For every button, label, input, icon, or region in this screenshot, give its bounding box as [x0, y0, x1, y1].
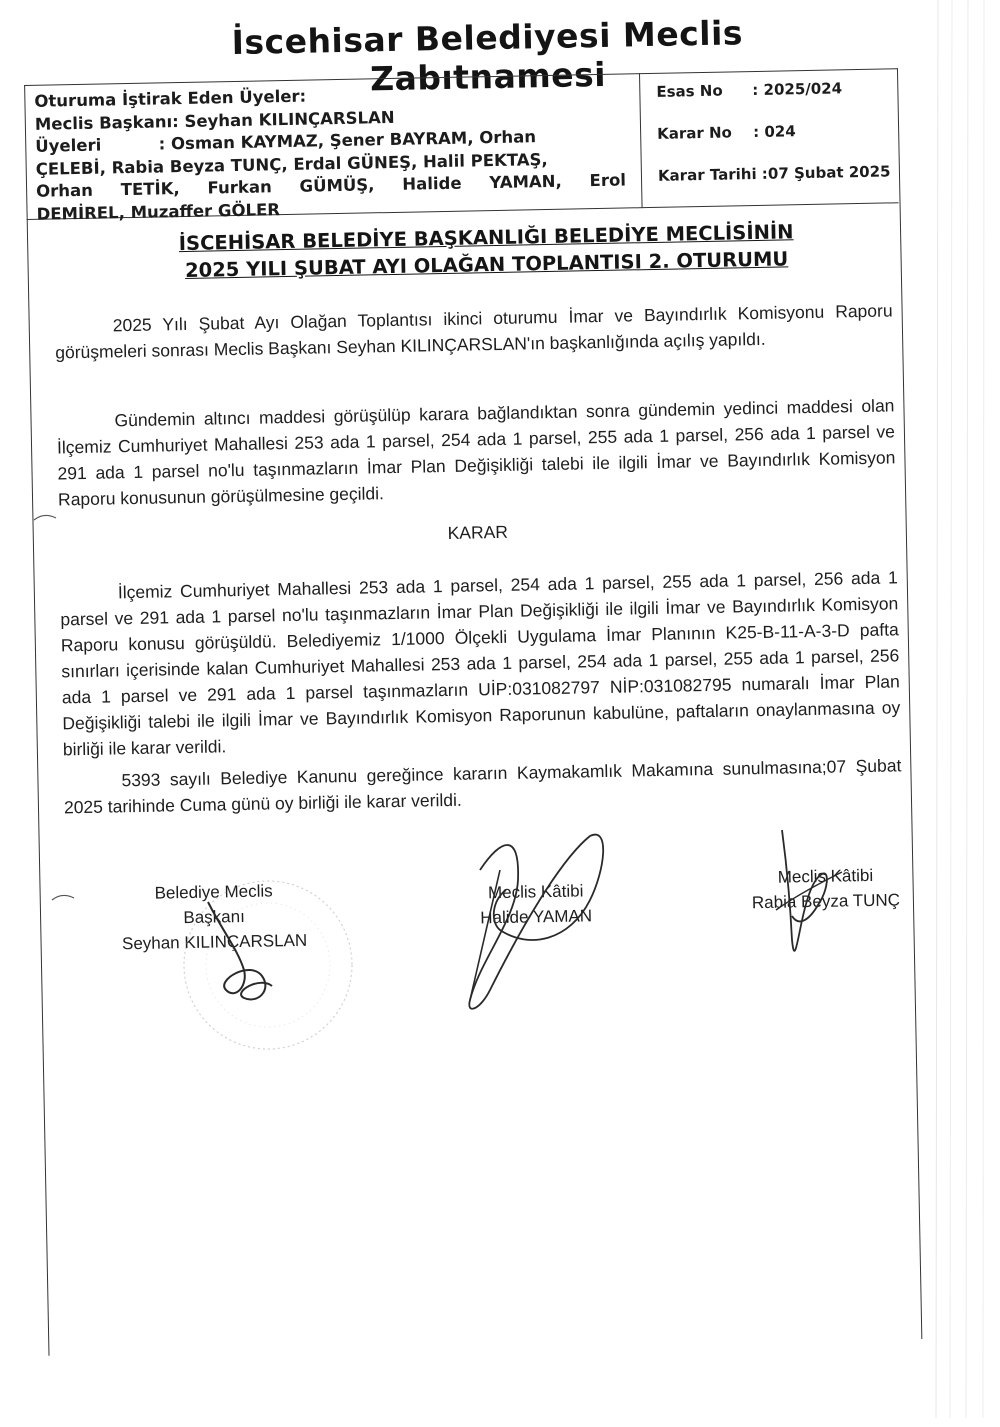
members-line-1: Üyeleri : Osman KAYMAZ, Şener BAYRAM, Orhan — [35, 127, 537, 156]
paragraph-decision — [60, 564, 901, 762]
decision-meta-box — [640, 68, 899, 208]
attendees-box — [24, 73, 642, 224]
member-word: Erol — [589, 170, 627, 191]
member-word: YAMAN, — [489, 171, 562, 193]
clerk-2-title: Meclis Kâtibi — [777, 865, 874, 887]
esas-label: Esas No — [656, 81, 723, 101]
karar-label: Karar No — [656, 123, 733, 143]
attendees-list — [34, 80, 626, 226]
attendees-heading: Oturuma İştirak Eden Üyeler: — [34, 86, 307, 111]
member-word: Halide — [402, 173, 462, 194]
members-line-4: DEMİREL, Muzaffer GÖLER — [36, 199, 281, 224]
signature-block-clerk-2 — [725, 862, 926, 916]
decision-heading: KARAR — [447, 521, 509, 543]
paragraph-decision-text: İlçemiz Cumhuriyet Mahallesi 253 ada 1 parsel, 254 ada 1 parsel, 255 ada 1 parsel, 256 ada 1 parsel ve 291 ada 1 parsel no'lu taşınmazların İmar Plan Değişikliği ile ilgili İmar ve Bayındırlık Komisyon Raporu konusu görüşüldü. Belediyemiz 1/1000 Ölçekli Uygulama İmar Planının K25-B-11-A-3-D pafta sınırları içerisinde kalan Cumhuriyet Mahallesi 253 ada 1 parsel, 254 ada 1 parsel, 255 ada 1 parsel, 256 ada 1 parsel ve 291 ada 1 parsel taşınmazların UİP:031082797 NİP:031082795 numaralı İmar Plan Değişikliği talebi ile ilgili İmar ve Bayındırlık Komisyon Raporunun kabulüne, paftaların onaylanmasına oy birliği ile karar verildi. — [60, 567, 901, 760]
paragraph-opening-text: 2025 Yılı Şubat Ayı Olağan Toplantısı ikinci oturumu İmar ve Bayındırlık Komisyonu Raporu görüşmeleri sonrası Meclis Başkanı Seyhan KILINÇARSLAN'ın başkanlığında açılış yapıldı. — [55, 300, 893, 363]
signature-block-clerk-1 — [455, 878, 616, 931]
paragraph-agenda-text: Gündemin altıncı maddesi görüşülüp karara bağlandıktan sonra gündemin yedinci maddesi olan İlçemiz Cumhuriyet Mahallesi 253 ada 1 parsel, 254 ada 1 parsel, 255 ada 1 parsel, 256 ada 1 parsel ve 291 ada 1 parsel no'lu taşınmazların İmar Plan Değişikliği talebi ile ilgili İmar ve Bayındırlık Komisyon Raporu konusunun görüşülmesine geçildi. — [56, 395, 896, 510]
signature-block-chair — [93, 877, 334, 957]
chair-line: Meclis Başkanı: Seyhan KILINÇARSLAN — [34, 107, 395, 134]
tarih-value: 07 Şubat 2025 — [767, 162, 891, 183]
session-heading-line-1: İSCEHİSAR BELEDİYE BAŞKANLIĞI BELEDİYE MECLİSİNİN — [178, 220, 794, 256]
member-word: Orhan — [35, 180, 94, 201]
esas-row — [656, 74, 893, 121]
clerk-1-name: Halide YAMAN — [480, 906, 593, 928]
chair-title-1: Belediye Meclis — [154, 881, 273, 903]
paragraph-agenda — [56, 392, 896, 512]
member-word: GÜMÜŞ, — [299, 175, 375, 196]
members-line-2: ÇELEBİ, Rabia Beyza TUNÇ, Erdal GÜNEŞ, Halil PEKTAŞ, — [35, 149, 548, 179]
tarih-row — [658, 158, 895, 205]
member-word: TETİK, — [120, 179, 180, 200]
karar-row — [657, 116, 894, 163]
clerk-2-name: Rabia Beyza TUNÇ — [751, 890, 901, 913]
session-heading-line-2: 2025 YILI ŞUBAT AYI OLAĞAN TOPLANTISI 2. OTURUMU — [184, 247, 789, 282]
member-word: Furkan — [207, 177, 272, 198]
document-title: İscehisar Belediyesi Meclis Zabıtnamesi — [231, 13, 744, 99]
paragraph-closing-text: 5393 sayılı Belediye Kanunu gereğince kararın Kaymakamlık Makamına sunulmasına;07 Şubat 2025 tarihinde Cuma günü oy birliği ile karar verildi. — [63, 755, 902, 818]
chair-name: Seyhan KILINÇARSLAN — [121, 930, 308, 954]
decision-meta — [656, 74, 894, 205]
clerk-1-title: Meclis Kâtibi — [487, 881, 584, 903]
karar-value: : 024 — [752, 122, 796, 142]
tarih-label: Karar Tarihi : — [657, 164, 769, 185]
chair-title-2: Başkanı — [183, 906, 246, 928]
esas-value: : 2025/024 — [752, 79, 843, 100]
